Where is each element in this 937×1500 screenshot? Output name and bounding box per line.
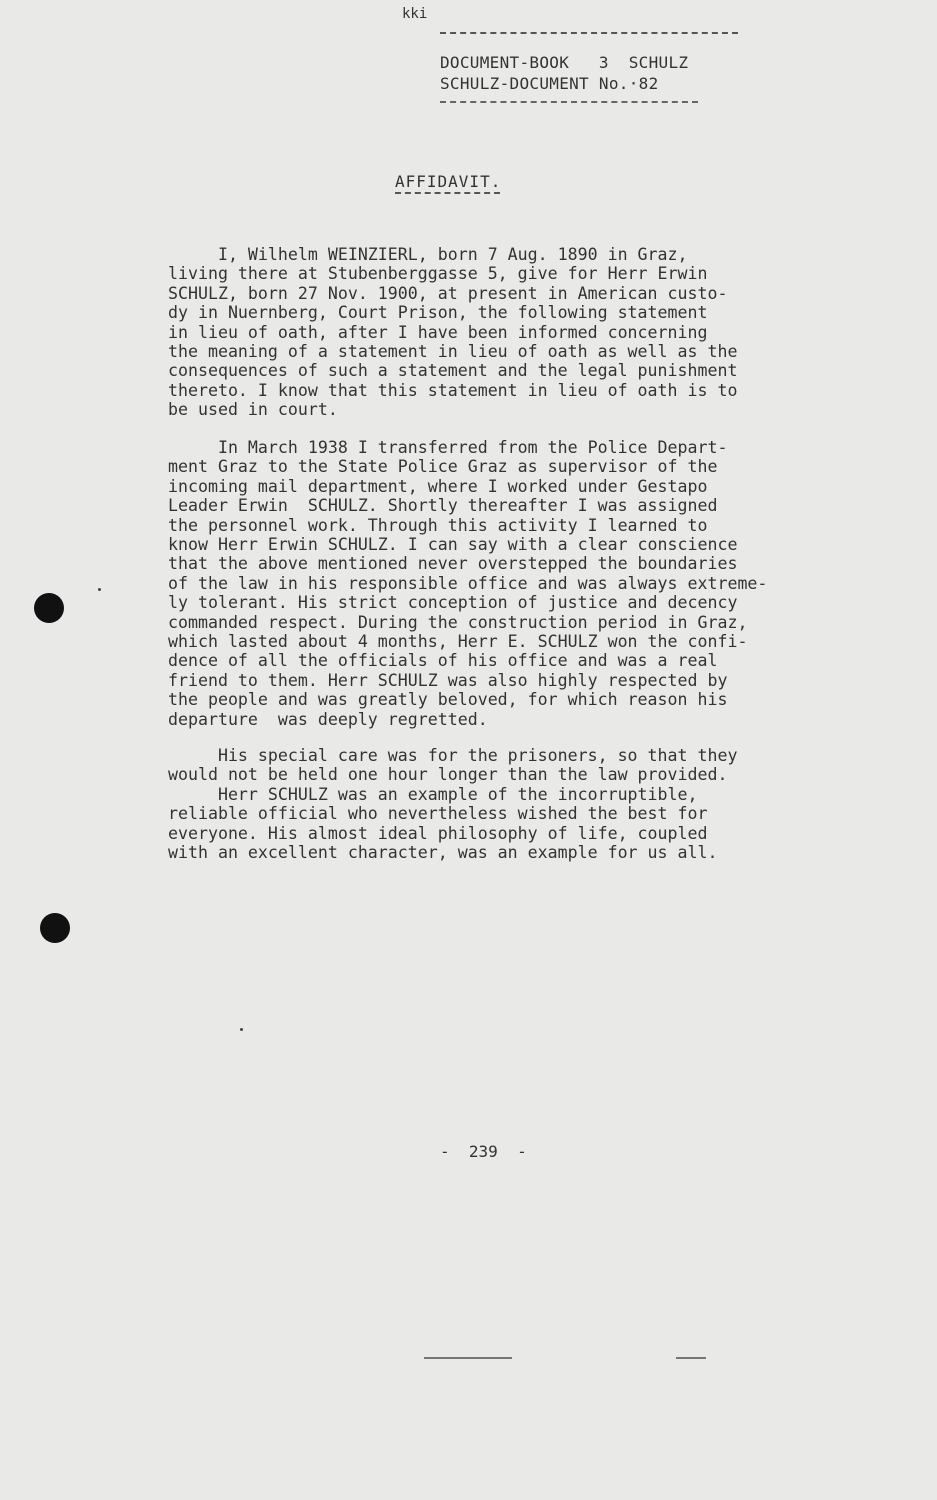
title-underline [395, 192, 500, 194]
punch-hole-lower [40, 913, 70, 943]
paragraph-declaration: I, Wilhelm WEINZIERL, born 7 Aug. 1890 in Graz, living there at Stubenberggasse 5, give for Herr Erwin SCHULZ, born 27 Nov. 1900, at present in American custo- dy in Nuernberg, Court Prison, the following statement in lieu of oath, after I have been informed concerning the meaning of a statement in lieu of oath as well as the consequences of such a statement and the legal punishment thereto. I know that this statement in lieu of oath is to be used in court. [168, 245, 738, 420]
page-number: - 239 - [440, 1142, 527, 1161]
paragraph-character: His special care was for the prisoners, so that they would not be held one hour longer than the law provided. Herr SCHULZ was an example of the incorruptible, reliable official who nevertheless wished the best for everyone. His almost ideal philosophy of life, coupled with an excellent character, was an example for us all. [168, 746, 738, 863]
paragraph-service-history: In March 1938 I transferred from the Police Depart- ment Graz to the State Police Graz as supervisor of the incoming mail department, where I worked under Gestapo Leader Erwin SCHULZ. Shortly thereafter I was assigned the personnel work. Through this activity I learned to know Herr Erwin SCHULZ. I can say with a clear conscience that the above mentioned never overstepped the boundaries of the law in his responsible office and was always extreme- ly tolerant. His strict conception of justice and decency commanded respect. During the construction period in Graz, which lasted about 4 months, Herr E. SCHULZ won the confi- dence of all the officials of his office and was a real friend to them. Herr SCHULZ was also highly respected by the people and was greatly beloved, for which reason his departure was deeply regretted. [168, 438, 768, 729]
stray-mark [98, 588, 101, 591]
stray-mark [240, 1028, 243, 1031]
bottom-rule-left [424, 1357, 512, 1359]
affidavit-title: AFFIDAVIT. [395, 172, 502, 191]
document-book-line: DOCUMENT-BOOK 3 SCHULZ [440, 53, 689, 72]
document-number-line: SCHULZ-DOCUMENT No.·82 [440, 74, 659, 93]
bottom-rule-right [676, 1357, 706, 1359]
header-rule-bottom [440, 101, 698, 103]
punch-hole-upper [34, 593, 64, 623]
typist-initials: kki [402, 6, 428, 22]
header-rule-top [440, 32, 738, 34]
